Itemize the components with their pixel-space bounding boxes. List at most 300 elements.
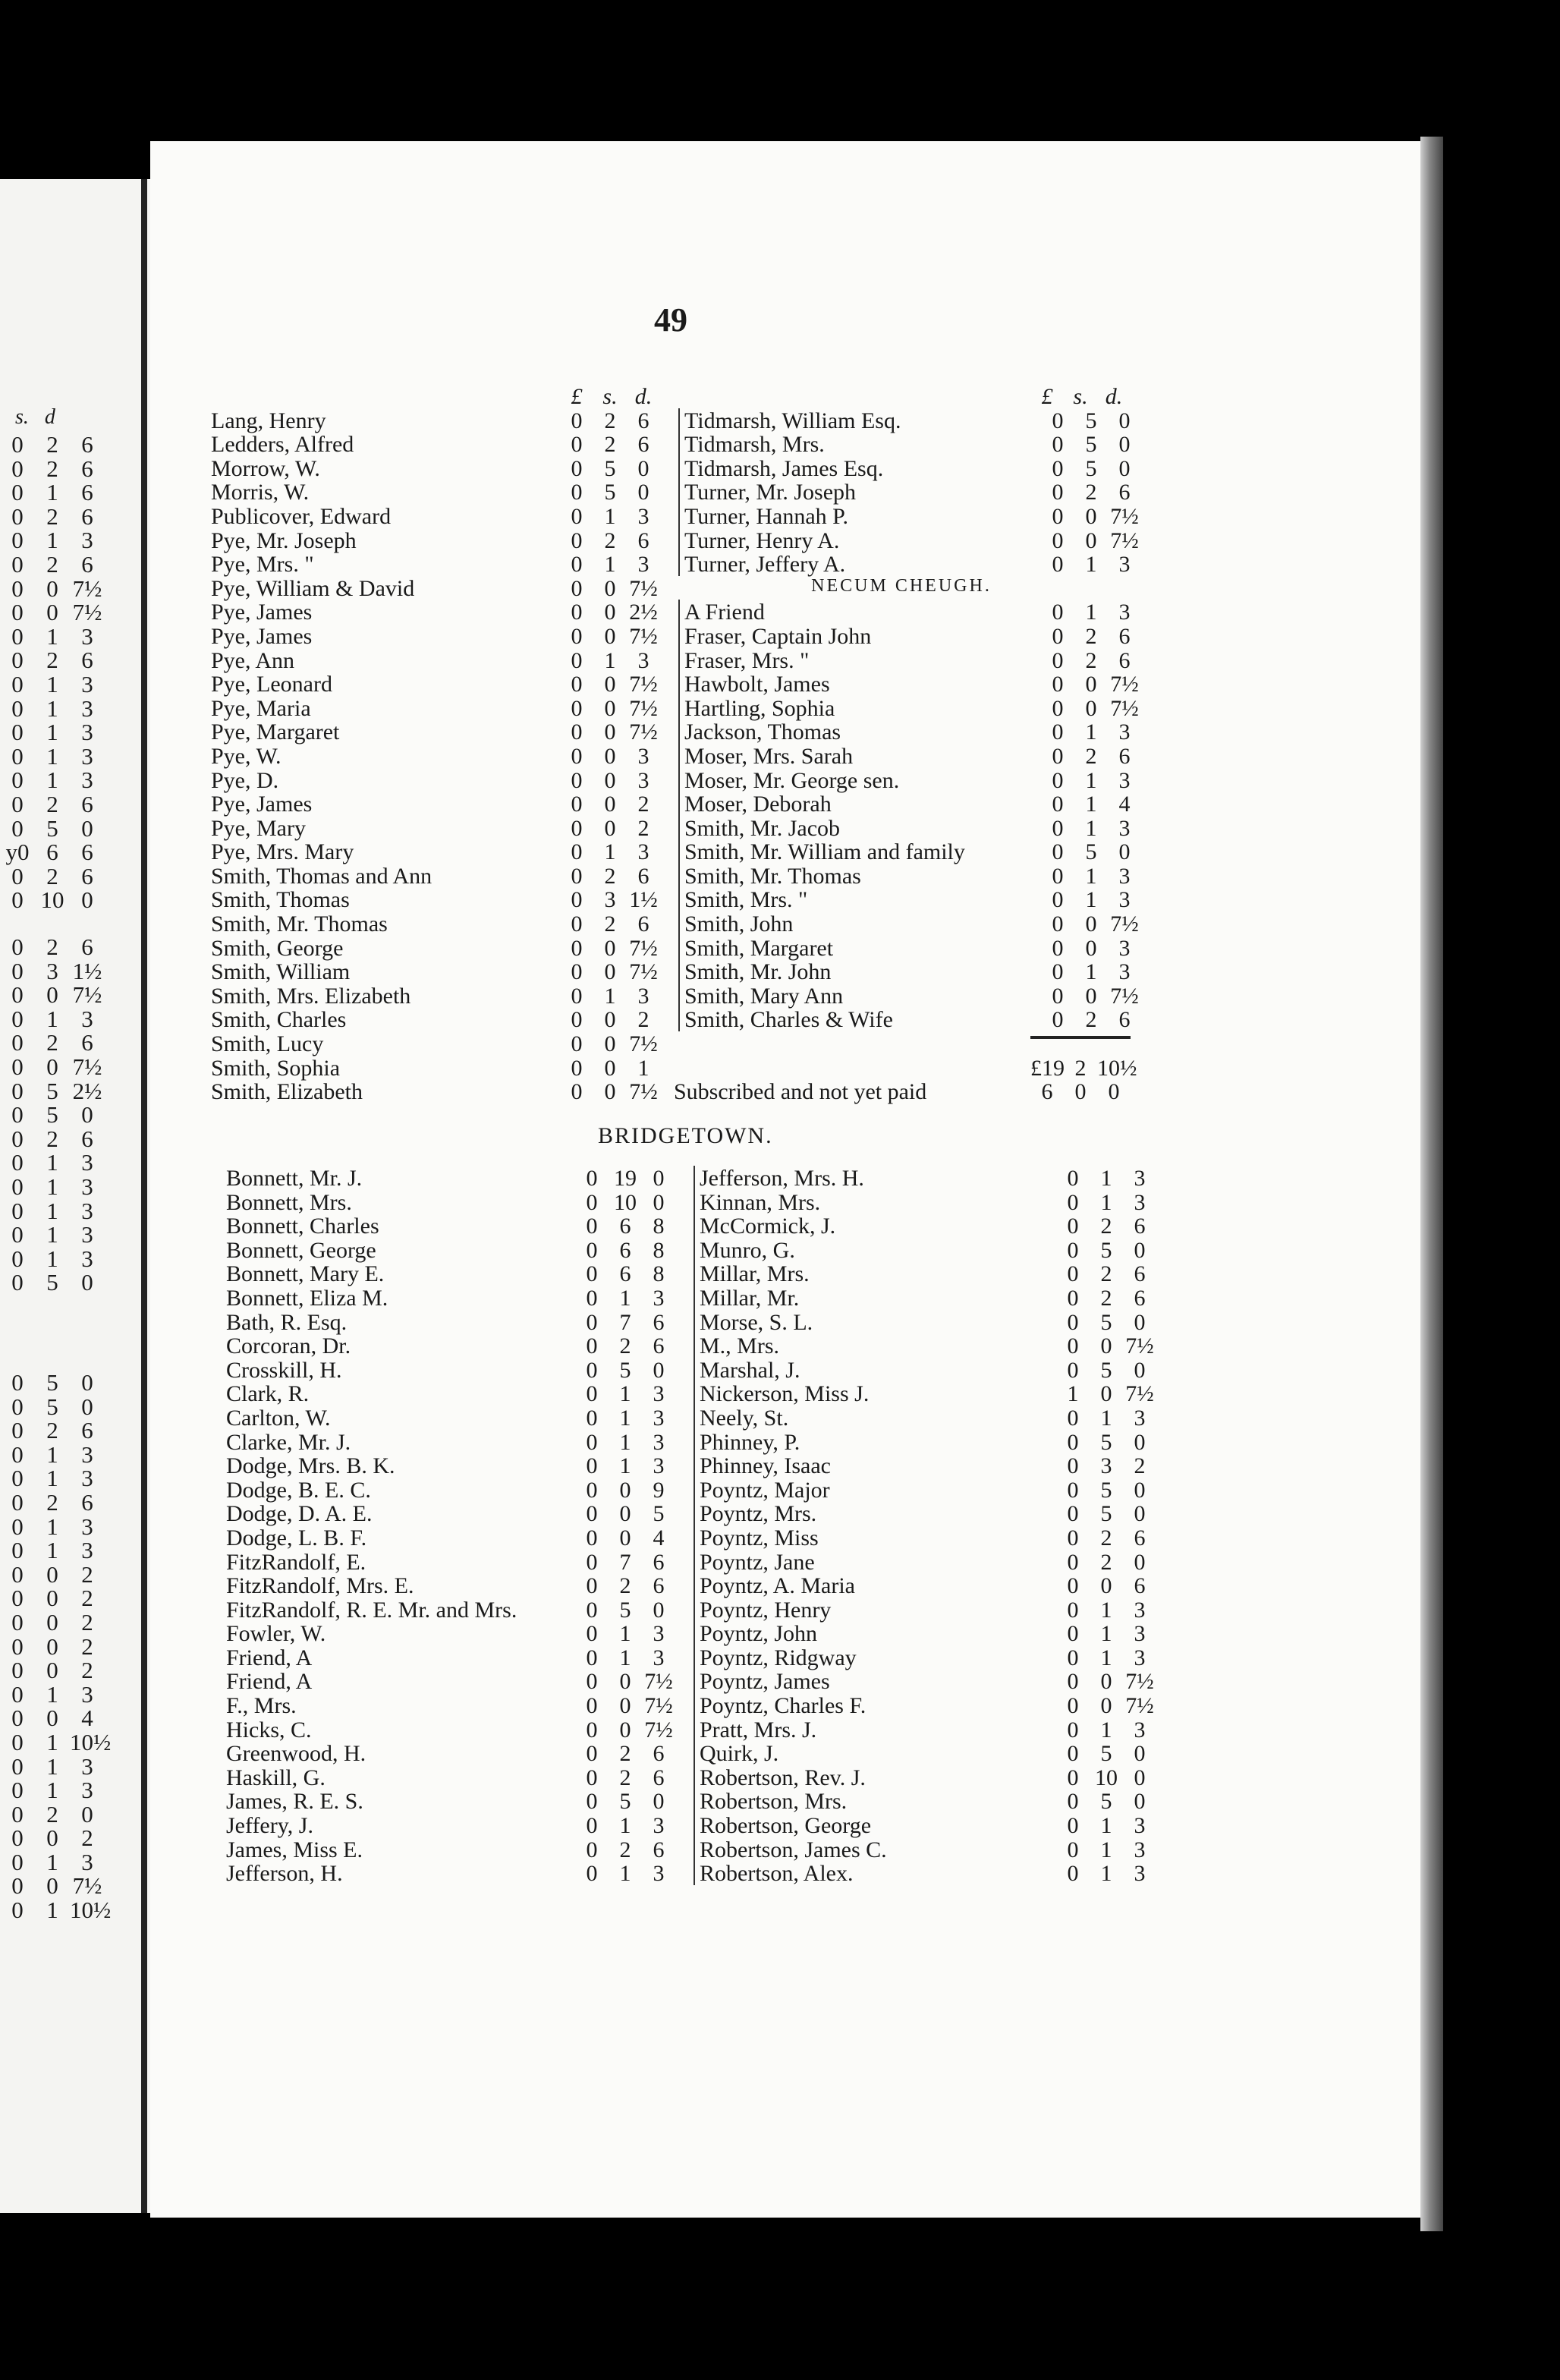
subscriber-name: Pye, Maria (211, 695, 311, 721)
amount (1041, 816, 1141, 842)
amount (1041, 936, 1141, 962)
subscriber-row (689, 1550, 1156, 1574)
left-page-cell: 0 (11, 1513, 24, 1540)
amount-l: 0 (1052, 887, 1064, 913)
left-page-cell: 0 (11, 1369, 24, 1396)
subscriber-name: Jefferson, Mrs. H. (700, 1166, 864, 1191)
amount-s: 0 (619, 1501, 631, 1527)
column-rule (694, 1214, 695, 1238)
left-page-cell: 0 (11, 1752, 24, 1780)
left-page-cell: 0 (46, 1657, 58, 1684)
subscriber-row (226, 1550, 675, 1574)
subscriber-name: Robertson, James C. (700, 1837, 887, 1862)
amount (1041, 696, 1141, 722)
amount-l: 1 (1067, 1381, 1079, 1407)
left-page-cell: 0 (11, 933, 24, 960)
subscriber-row (211, 887, 660, 911)
amount (575, 1837, 675, 1863)
amount-d: 0 (653, 1789, 665, 1815)
amount-l: 0 (1052, 408, 1064, 433)
column-rule (678, 959, 680, 984)
column-rule (694, 1789, 695, 1813)
left-page-cell: 0 (11, 1824, 24, 1852)
column-rule (694, 1358, 695, 1382)
amount-d: 6 (653, 1333, 665, 1359)
subscriber-name: Corcoran, Dr. (226, 1333, 351, 1359)
left-page-row (0, 1728, 112, 1755)
left-page-row (0, 1127, 105, 1151)
subscriber-name: Phinney, Isaac (700, 1453, 831, 1479)
column-rule (694, 1261, 695, 1286)
left-page-column-3 (0, 1369, 112, 1924)
amount-d: 3 (1134, 1837, 1146, 1862)
subscriber-row (211, 744, 660, 768)
left-page-cell: 0 (11, 1269, 24, 1296)
amount-l: 0 (1067, 1405, 1079, 1431)
subscriber-row (674, 959, 1141, 984)
amount-s: 2 (619, 1741, 631, 1767)
subscriber-row (674, 839, 1141, 864)
subscriber-row (674, 528, 1141, 552)
amount-s: 5 (1100, 1501, 1112, 1527)
amount-d: 2 (637, 1007, 649, 1033)
amount-d: 3 (653, 1861, 665, 1887)
amount-d: 5 (653, 1501, 665, 1527)
amount-s: 6 (619, 1214, 631, 1239)
amount (1056, 1765, 1156, 1791)
subscriber-name: Smith, Mr. Jacob (684, 815, 841, 841)
subscriber-name: Smith, John (684, 911, 794, 937)
subscriber-name: Bonnett, Mr. J. (226, 1166, 363, 1191)
left-page-row (0, 1610, 105, 1635)
amount-l: 0 (586, 1189, 598, 1215)
left-page-cell: 0 (11, 1221, 24, 1248)
amount-s: 10 (614, 1189, 637, 1215)
left-page-cell: 3 (81, 1680, 93, 1708)
subscriber-row (211, 432, 660, 456)
left-page-cell: 5 (46, 1269, 58, 1296)
amount-l: 0 (586, 1453, 598, 1479)
subscriber-name: Munro, G. (700, 1237, 795, 1263)
amount-l: 0 (571, 672, 583, 697)
total-rule-row (674, 1031, 1141, 1056)
left-page-cell: 2 (46, 1800, 58, 1828)
amount (1056, 1741, 1156, 1767)
amount-d: 7½ (629, 719, 658, 745)
amount-l: 0 (586, 1525, 598, 1550)
amount-l: 0 (1067, 1166, 1079, 1191)
amount (1056, 1813, 1156, 1839)
subscriber-name: Greenwood, H. (226, 1741, 366, 1767)
amount-s: 0 (1100, 1573, 1112, 1599)
left-page-row (0, 1007, 105, 1031)
left-page-cell: 0 (46, 1705, 58, 1732)
left-page-cell: 3 (81, 1221, 93, 1248)
subscriber-row (211, 408, 660, 433)
amount-s: 0 (619, 1525, 631, 1550)
amount-d: 6 (1134, 1214, 1146, 1239)
subscriber-name: Haskill, G. (226, 1765, 326, 1790)
amount-d: 7½ (1125, 1333, 1154, 1359)
subscriber-name: Robertson, Alex. (700, 1861, 854, 1887)
left-page-cell: 2 (46, 1125, 58, 1152)
subscriber-row (211, 1056, 660, 1080)
subscriber-row (674, 984, 1141, 1008)
left-page-cell: 6 (81, 502, 93, 530)
amount-d: 6 (653, 1549, 665, 1575)
subscriber-row (689, 1813, 1156, 1837)
amount (575, 1765, 675, 1791)
amount (575, 1478, 675, 1503)
left-page-row (0, 577, 105, 601)
left-page-cell: 6 (46, 839, 58, 866)
left-page-cell: 1 (46, 1680, 58, 1708)
amount (1041, 504, 1141, 530)
column-rule (694, 1861, 695, 1885)
left-page-row (0, 1538, 105, 1563)
amount (1056, 1501, 1156, 1527)
left-page-cell: 5 (46, 1077, 58, 1104)
subscriber-row (226, 1406, 675, 1430)
subscriber-row (689, 1430, 1156, 1454)
amount-l: 0 (571, 1055, 583, 1081)
subscriber-name: FitzRandolf, E. (226, 1549, 366, 1575)
left-page-cell: 7½ (72, 575, 102, 602)
amount-l: 0 (586, 1237, 598, 1263)
left-page-cell: 5 (46, 1369, 58, 1396)
amount-l: 0 (571, 503, 583, 529)
left-page-cell: 1 (46, 1777, 58, 1804)
amount-s: 1 (1100, 1189, 1112, 1215)
left-page-cell: 3 (46, 957, 58, 984)
amount (560, 1007, 660, 1033)
left-page-row (0, 720, 105, 745)
subscriber-name: Moser, Deborah (684, 792, 832, 817)
amount-d: 0 (1134, 1477, 1146, 1503)
amount-l: 0 (1067, 1501, 1079, 1527)
subscriber-row (211, 1079, 660, 1103)
subscriber-name: Pratt, Mrs. J. (700, 1717, 817, 1742)
left-page-cell: 6 (81, 455, 93, 482)
column-rule (694, 1669, 695, 1693)
amount (1056, 1358, 1156, 1384)
amount-l: 0 (1067, 1309, 1079, 1335)
amount (575, 1861, 675, 1887)
left-page-cell: 0 (81, 1269, 93, 1296)
left-page-cell: 0 (11, 767, 24, 794)
left-page-cell: 0 (11, 575, 24, 602)
amount-d: 3 (1118, 719, 1131, 745)
amount-s: 1 (1085, 863, 1097, 889)
amount-d: 0 (1134, 1429, 1146, 1455)
amount-l: 0 (1052, 815, 1064, 841)
subscriber-row (226, 1190, 675, 1214)
subscriber-row (226, 1741, 675, 1765)
amount (575, 1310, 675, 1336)
amount-d: 3 (1134, 1645, 1146, 1670)
amount-d: 3 (653, 1405, 665, 1431)
subscriber-row (211, 456, 660, 480)
amount-d: 6 (653, 1765, 665, 1790)
amount-d: 7½ (1110, 527, 1139, 553)
left-page-cell: 6 (81, 862, 93, 889)
amount-d: 6 (1118, 480, 1131, 505)
amount-l: 0 (1067, 1214, 1079, 1239)
subscriber-row (211, 1007, 660, 1031)
subscriber-name: Quirk, J. (700, 1741, 779, 1767)
amount-s: 2 (604, 527, 616, 553)
subscriber-name: Publicover, Edward (211, 503, 392, 529)
column-rule (694, 1333, 695, 1358)
amount-d: 0 (1118, 839, 1131, 865)
left-page-row (0, 600, 105, 625)
left-page-row (0, 1706, 105, 1730)
column-rule (694, 1310, 695, 1334)
amount-s: 1 (604, 839, 616, 865)
left-page-row (0, 1103, 105, 1127)
left-page-cell: 0 (11, 1848, 24, 1875)
subscriber-row (211, 936, 660, 960)
left-page-cell: 4 (81, 1705, 93, 1732)
subscriber-row (226, 1214, 675, 1238)
subscriber-name: Bath, R. Esq. (226, 1309, 348, 1335)
amount (560, 1056, 660, 1081)
amount (575, 1669, 675, 1695)
amount-s: 2 (604, 863, 616, 889)
subscriber-row (689, 1214, 1156, 1238)
left-page-row (0, 433, 105, 457)
amount-d: 0 (653, 1357, 665, 1383)
amount-l: 0 (1067, 1765, 1079, 1790)
amount-s: 1 (604, 983, 616, 1009)
amount-d: 1 (637, 1055, 649, 1081)
subscriber-name: Crosskill, H. (226, 1357, 342, 1383)
subscriber-name: Poyntz, Mrs. (700, 1501, 817, 1527)
amount-d: 7½ (1110, 503, 1139, 529)
amount-l: 0 (1067, 1357, 1079, 1383)
column-rule (678, 408, 680, 433)
column-rule (694, 1550, 695, 1574)
amount-d: 0 (1134, 1357, 1146, 1383)
subscriber-name: Clarke, Mr. J. (226, 1429, 351, 1455)
amount-l: 0 (586, 1333, 598, 1359)
left-page-cell: 0 (11, 1077, 24, 1104)
left-page-row (0, 1658, 105, 1683)
left-page-cell: 1 (46, 1897, 58, 1924)
left-page-cell: 0 (46, 981, 58, 1009)
amount-l: 0 (1052, 911, 1064, 937)
subscriber-name: Pye, Ann (211, 647, 295, 673)
left-page-row (0, 1850, 105, 1875)
amount (1056, 1166, 1156, 1192)
left-page-cell: 1 (46, 1440, 58, 1468)
amount-d: 0 (1134, 1309, 1146, 1335)
amount-s: 0 (1085, 672, 1097, 697)
amount-d: 4 (653, 1525, 665, 1550)
amount (1056, 1645, 1156, 1671)
left-page-cell: 1 (46, 1149, 58, 1176)
subscriber-name: Fraser, Captain John (684, 623, 872, 649)
left-page-row (0, 814, 105, 842)
subscriber-name: Morrow, W. (211, 455, 320, 481)
amount (575, 1813, 675, 1839)
subscriber-row (689, 1525, 1156, 1550)
left-page-cell: 2 (81, 1632, 93, 1660)
amount-l: 0 (586, 1861, 598, 1887)
amount-l: 0 (586, 1549, 598, 1575)
amount-l: 0 (1067, 1237, 1079, 1263)
column-rule (678, 792, 680, 816)
amount-s: 0 (1100, 1693, 1112, 1719)
amount-l: 0 (1067, 1741, 1079, 1767)
amount-s: 2 (1100, 1525, 1112, 1550)
subscriber-row (674, 768, 1141, 792)
left-page-row (0, 1897, 112, 1924)
amount-l: 0 (586, 1214, 598, 1239)
subscriber-row (689, 1741, 1156, 1765)
subscriber-name: Poyntz, Miss (700, 1525, 819, 1550)
left-page-cell: 1 (46, 719, 58, 746)
amount-l: 0 (571, 432, 583, 458)
amount-d: 0 (1134, 1549, 1146, 1575)
amount-d: 8 (653, 1237, 665, 1263)
subscriber-row (674, 1007, 1141, 1031)
amount-l: 0 (1052, 767, 1064, 793)
left-page-cell: 3 (81, 1752, 93, 1780)
amount-s: 0 (619, 1717, 631, 1742)
subscriber-row (226, 1837, 675, 1862)
subscriber-name: Phinney, P. (700, 1429, 800, 1455)
amount (560, 432, 660, 458)
subscriber-row (674, 792, 1141, 816)
amount-l: 0 (586, 1621, 598, 1647)
amount-d: 7½ (629, 672, 658, 697)
amount-s: 1 (619, 1405, 631, 1431)
amount (575, 1381, 675, 1407)
amount-l: 0 (571, 743, 583, 769)
left-page-cell: y0 (5, 839, 30, 866)
amount-d: 8 (653, 1214, 665, 1239)
left-page-row (0, 792, 105, 817)
amount (1041, 600, 1141, 625)
amount-d: 6 (653, 1573, 665, 1599)
amount-d: 0 (1134, 1501, 1146, 1527)
subscriber-row (674, 408, 1141, 433)
subscriber-row (226, 1238, 675, 1262)
amount (575, 1453, 675, 1479)
left-page-cell: 0 (11, 1537, 24, 1564)
left-page-cell: 1 (46, 1848, 58, 1875)
amount-d: 0 (1118, 408, 1131, 433)
amount (575, 1406, 675, 1431)
left-page-cell: 0 (11, 622, 24, 650)
amount-l: 0 (571, 863, 583, 889)
amount (1041, 624, 1141, 650)
amount (560, 792, 660, 817)
subscriber-row (674, 648, 1141, 672)
subscriber-row (211, 792, 660, 816)
column-rule (678, 432, 680, 456)
amount-l: 0 (1052, 480, 1064, 505)
subscriber-name: Poyntz, Ridgway (700, 1645, 857, 1670)
amount-s: 2 (1100, 1261, 1112, 1287)
amount-d: 3 (1134, 1597, 1146, 1623)
subscriber-row (689, 1166, 1156, 1190)
subscriber-name: Bonnett, Mary E. (226, 1261, 385, 1287)
subscriber-row (674, 744, 1141, 768)
subscriber-name: Pye, James (211, 792, 313, 817)
left-page-row (0, 1223, 105, 1247)
amount-d: 7½ (629, 959, 658, 985)
amount (560, 672, 660, 697)
left-page-row (0, 1586, 105, 1610)
amount-s: 0 (1085, 503, 1097, 529)
amount-s: 19 (614, 1166, 637, 1191)
subscriber-row (211, 984, 660, 1008)
amount-d: 7½ (1125, 1669, 1154, 1695)
subscriber-row (226, 1310, 675, 1334)
amount-l: 0 (571, 887, 583, 913)
amount (560, 624, 660, 650)
amount-s: 2 (604, 911, 616, 937)
left-page-cell: 7½ (72, 981, 102, 1009)
left-page-cell: 3 (81, 1149, 93, 1176)
amount-s: 0 (604, 767, 616, 793)
amount-d: 0 (1134, 1237, 1146, 1263)
amount (560, 576, 660, 602)
subscriber-row (689, 1358, 1156, 1382)
left-page-cell: 0 (11, 502, 24, 530)
amount (575, 1741, 675, 1767)
amount-d: 6 (1118, 647, 1131, 673)
subscriber-name: Poyntz, A. Maria (700, 1573, 855, 1599)
subscriber-name: Smith, Elizabeth (211, 1079, 363, 1105)
amount-l: 0 (1067, 1621, 1079, 1647)
left-page-cell: 0 (11, 1728, 24, 1755)
left-page-cell: 1 (46, 1728, 58, 1755)
subscriber-name: Pye, James (211, 600, 313, 625)
subscriber-name: Smith, Mr. Thomas (211, 911, 388, 937)
subscriber-name: Turner, Jeffery A. (684, 552, 846, 578)
subscriber-name: FitzRandolf, R. E. Mr. and Mrs. (226, 1597, 517, 1623)
subscriber-row (226, 1861, 675, 1885)
amount (575, 1645, 675, 1671)
column-rule (694, 1813, 695, 1837)
left-page-row (0, 480, 105, 505)
amount-l: 0 (571, 552, 583, 578)
left-page-cell: 1 (46, 1465, 58, 1492)
amount-l: 0 (1067, 1669, 1079, 1695)
amount-d: 3 (653, 1453, 665, 1479)
subscriber-row (689, 1789, 1156, 1813)
amount (1041, 744, 1141, 770)
amount (1056, 1669, 1156, 1695)
left-page-cell: 2 (46, 550, 58, 578)
amount (560, 600, 660, 625)
amount-l: 0 (571, 1007, 583, 1033)
amount-s: 0 (604, 1079, 616, 1105)
amount (560, 744, 660, 770)
left-page-cell: 6 (81, 550, 93, 578)
amount-l: 0 (1067, 1429, 1079, 1455)
subscriber-name: McCormick, J. (700, 1214, 836, 1239)
left-page-cell: 0 (11, 1657, 24, 1684)
subscriber-row (211, 648, 660, 672)
left-page-cell: 2 (46, 1417, 58, 1444)
subscriber-row (674, 552, 1141, 576)
amount-l: 0 (1067, 1861, 1079, 1887)
column-rule (678, 552, 680, 576)
